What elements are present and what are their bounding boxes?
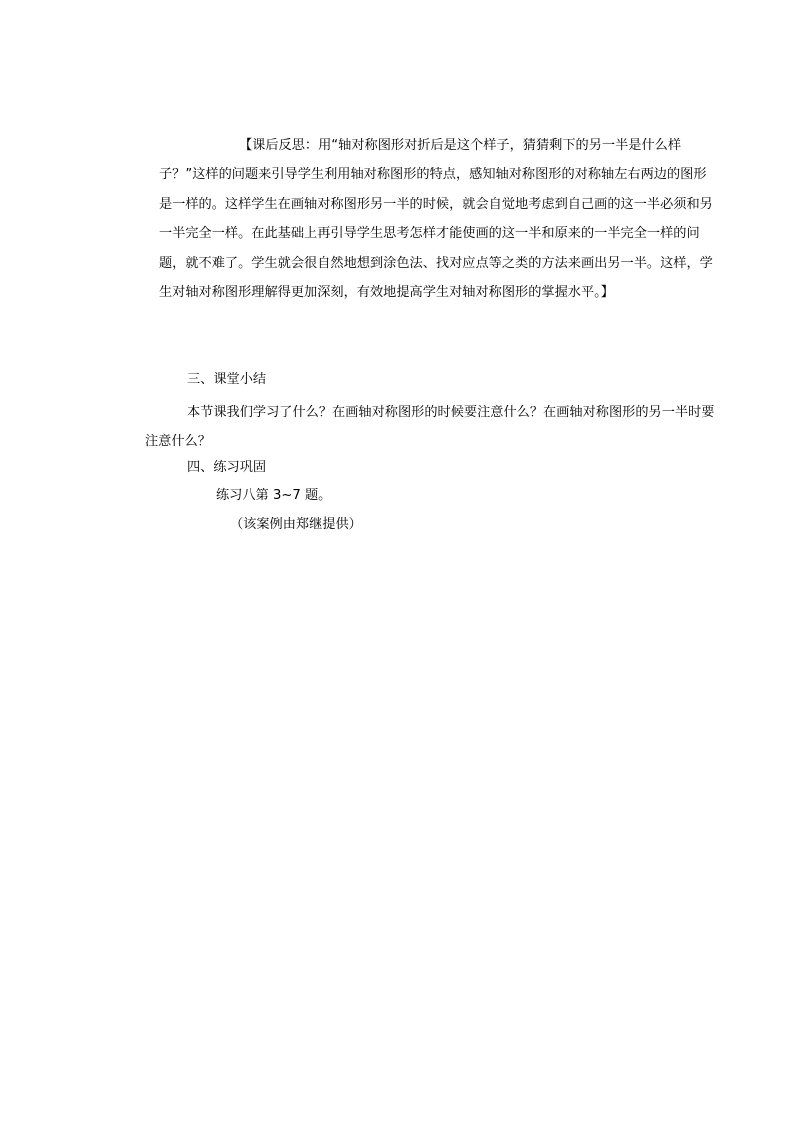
practice-exercise: 练习八第 3~7 题。 — [216, 488, 332, 503]
reflection-text: 【课后反思：用“轴对称图形对折后是这个样子，猜猜剩下的另一半是什么样子？”这样的问题来引导学生利用轴对称图形的特点，感知轴对称图形的对称轴左右两边的图形是一样的。这样学生在画轴对称图形另一半的时候，就会自觉地考虑到自己画的这一半必须和另一半完全一样。在此基础上再引导学生思考怎样才能使画的这一半和原来的一半完全一样的问题，就不难了。学生就会很自然地想到涂色法、找对应点等之类的方法来画出另一半。这样，学生对轴对称图形理解得更加深刻，有效地提高学生对轴对称图形的掌握水平。】 — [159, 138, 713, 301]
summary-paragraph: 本节课我们学习了什么？在画轴对称图形的时候要注意什么？在画轴对称图形的另一半时要注意什么？ — [145, 405, 715, 449]
case-credit: （该案例由郑继提供） — [230, 517, 362, 532]
section-heading-practice: 四、练习巩固 — [187, 460, 267, 475]
lesson-reflection — [159, 131, 714, 307]
section-heading-summary: 三、课堂小结 — [187, 372, 267, 387]
